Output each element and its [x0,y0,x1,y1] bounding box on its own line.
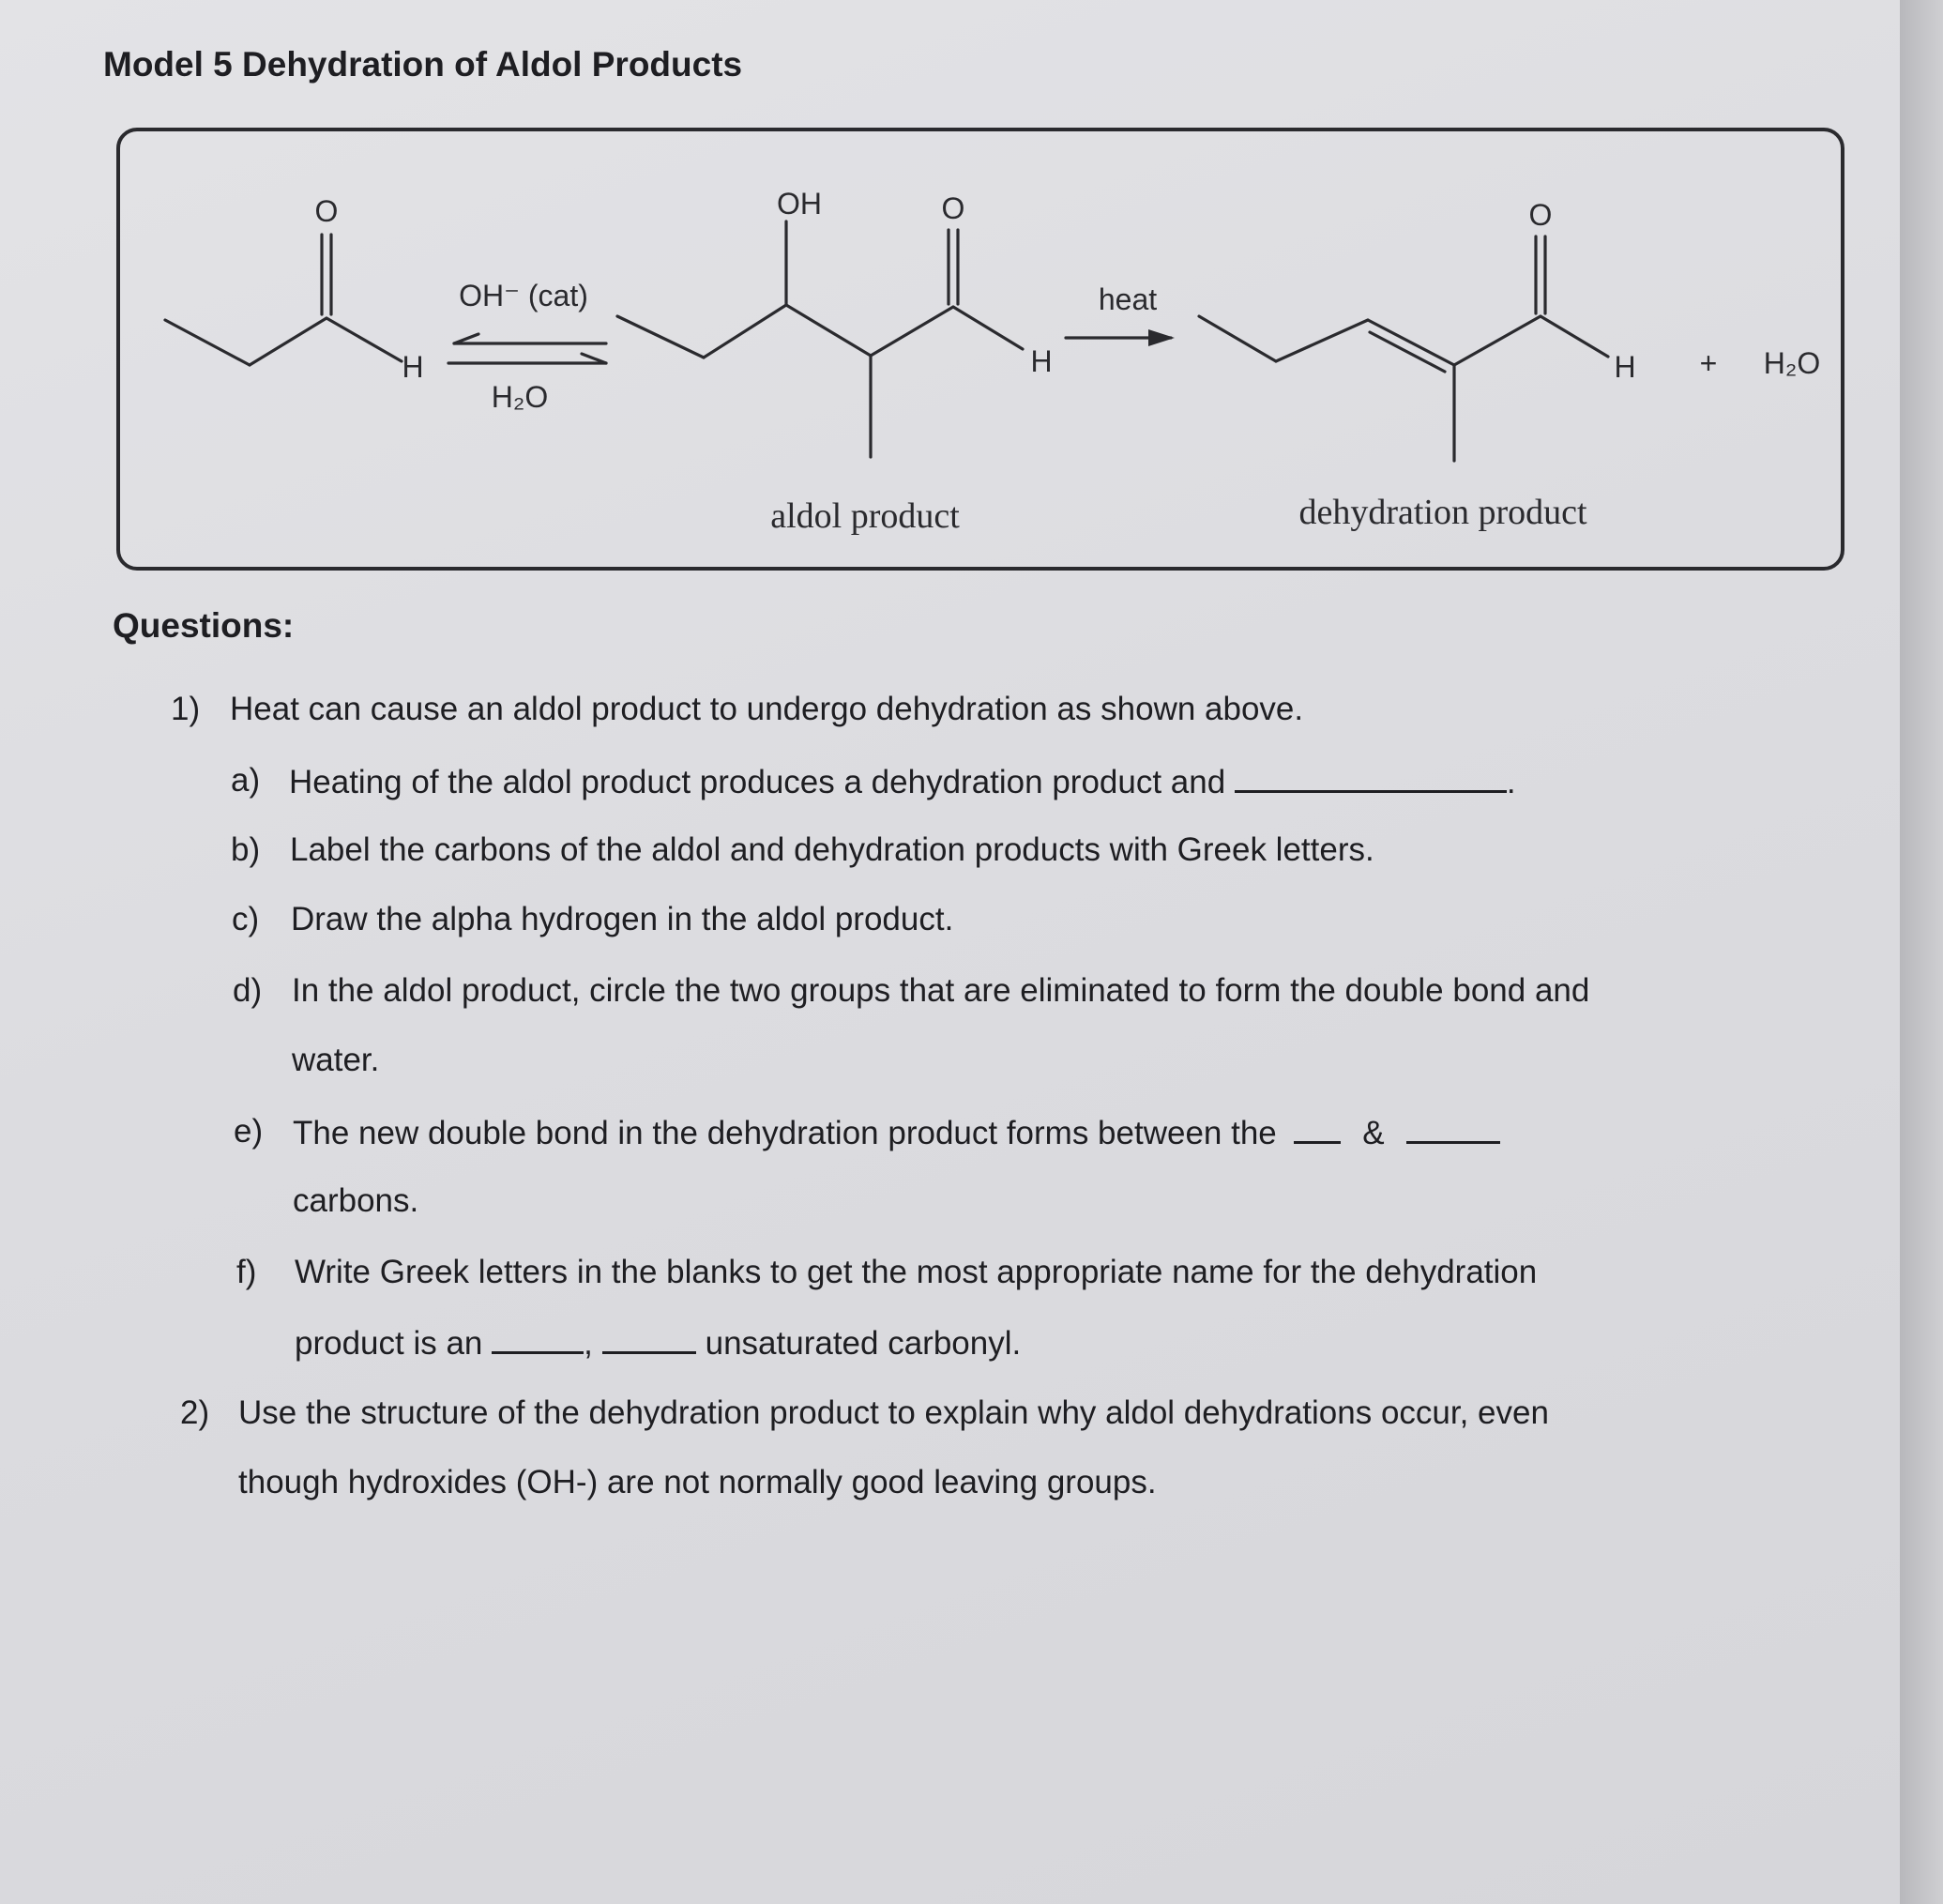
aldol-bond [953,307,1023,349]
q1f-line2 [295,1323,1021,1363]
reaction-diagram [120,131,1841,567]
q1f-text-b: unsaturated carbonyl. [705,1325,1022,1362]
questions-heading: Questions: [113,606,295,645]
reactant-hydrogen: H [402,350,424,384]
q1b-text: Label the carbons of the aldol and dehydration products with Greek letters. [290,831,1374,868]
reactant-bond [250,318,326,365]
q1a-text: Heating of the aldol product produces a dehydration product and [289,764,1226,800]
q1d-text-line1: In the aldol product, circle the two groups that are eliminated to form the double bond and [292,972,1590,1009]
page-title: Model 5 Dehydration of Aldol Products [103,45,743,84]
dehydration-bond [1541,316,1608,357]
dehydration-hydrogen: H [1614,350,1636,384]
dehydration-double-bond [1368,320,1454,365]
q2-number: 2) [180,1394,210,1431]
q1b-letter: b) [231,831,261,868]
q1e-text: The new double bond in the dehydration product forms between the [293,1115,1277,1151]
q2-text-line2: though hydroxides (OH-) are not normally good leaving groups. [238,1464,1157,1500]
q1f-blank-2[interactable] [602,1323,696,1354]
aldol-hydroxyl: OH [777,187,822,221]
aldol-bond [617,316,704,358]
q1e-line1 [293,1113,1500,1152]
aldol-bond [704,305,786,358]
dehydration-bond [1276,320,1368,361]
q1a-answer-blank[interactable] [1235,762,1507,793]
dehydration-product-label: dehydration product [1298,493,1587,532]
aldol-bond [871,307,953,356]
q1-number: 1) [171,691,201,727]
aldol-bond [786,305,871,356]
page-edge [1900,0,1943,1904]
q1e-text-line2: carbons. [293,1182,419,1219]
q1d-text-line2: water. [292,1042,380,1078]
q1d-letter: d) [233,972,263,1009]
plus-sign: + [1699,346,1718,380]
reagent-top: OH⁻ (cat) [459,279,588,312]
q1f-letter: f) [236,1254,257,1290]
aldol-hydrogen: H [1030,344,1053,378]
dehydration-oxygen: O [1528,198,1553,232]
dehydration-double-bond [1370,332,1445,372]
q1e-ampersand: & [1362,1115,1385,1151]
q1a-line [289,762,1516,801]
aldol-product-label: aldol product [770,496,960,536]
heat-label: heat [1098,282,1158,316]
aldol-oxygen: O [941,191,965,225]
reactant-bond [326,318,402,361]
q1e-letter: e) [234,1113,264,1150]
q1f-blank-1[interactable] [492,1323,584,1354]
heat-arrowhead [1148,329,1175,346]
q1a-letter: a) [231,762,261,799]
q1e-blank-1[interactable] [1294,1113,1341,1144]
reactant-oxygen: O [314,194,339,228]
q1c-text: Draw the alpha hydrogen in the aldol product. [291,901,954,937]
q1f-comma: , [584,1325,593,1362]
dehydration-bond [1199,316,1276,361]
q1f-text-line1: Write Greek letters in the blanks to get the most appropriate name for the dehydration [295,1254,1538,1290]
q2-text-line1: Use the structure of the dehydration product to explain why aldol dehydrations occur, even [238,1394,1549,1431]
q1-text: Heat can cause an aldol product to undergo dehydration as shown above. [230,691,1304,727]
water-product: H₂O [1763,346,1821,380]
reaction-scheme [116,128,1844,571]
dehydration-bond [1454,316,1541,365]
q1f-text-a: product is an [295,1325,483,1362]
q1a-period: . [1506,764,1516,800]
reagent-bottom: H₂O [491,380,549,414]
q1e-blank-2[interactable] [1406,1113,1500,1144]
reactant-bond [165,320,250,365]
q1c-letter: c) [232,901,260,937]
